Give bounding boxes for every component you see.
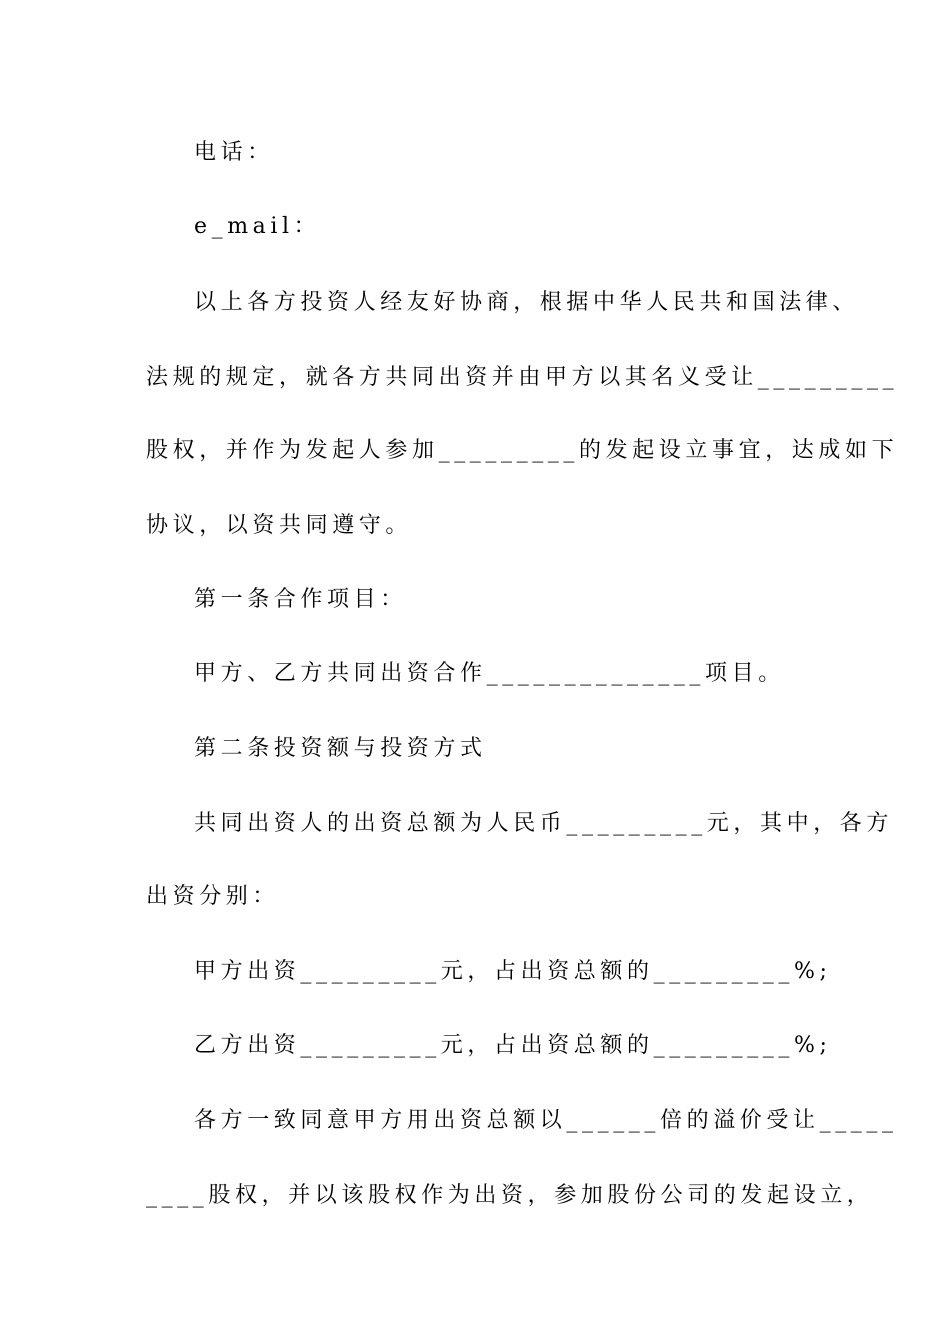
article-1-text: 甲方、乙方共同出资合作______________项目。 [194, 661, 785, 686]
phone-label: 电话： [194, 140, 274, 165]
party-b-contribution: 乙方出资_________元，占出资总额的_________%; [194, 1033, 832, 1058]
intro-paragraph-line-2: 法规的规定，就各方共同出资并由甲方以其名义受让_________ [146, 365, 899, 390]
article-1-heading: 第一条合作项目： [194, 587, 407, 612]
premium-agreement-line-2: ____股权，并以该股权作为出资，参加股份公司的发起设立， [146, 1183, 874, 1208]
email-label: e_mail： [194, 214, 321, 239]
party-a-contribution: 甲方出资_________元，占出资总额的_________%; [194, 959, 832, 984]
intro-paragraph-line-4: 协议，以资共同遵守。 [146, 513, 413, 538]
intro-paragraph-line-1: 以上各方投资人经友好协商，根据中华人民共和国法律、 [194, 290, 860, 315]
premium-agreement-line-1: 各方一致同意甲方用出资总额以______倍的溢价受让_____ [194, 1108, 898, 1133]
investment-total-line-2: 出资分别： [146, 884, 280, 909]
investment-total-line-1: 共同出资人的出资总额为人民币_________元，其中，各方 [194, 811, 894, 836]
intro-paragraph-line-3: 股权，并作为发起人参加_________的发起设立事宜，达成如下 [146, 438, 899, 463]
article-2-heading: 第二条投资额与投资方式 [194, 736, 487, 761]
